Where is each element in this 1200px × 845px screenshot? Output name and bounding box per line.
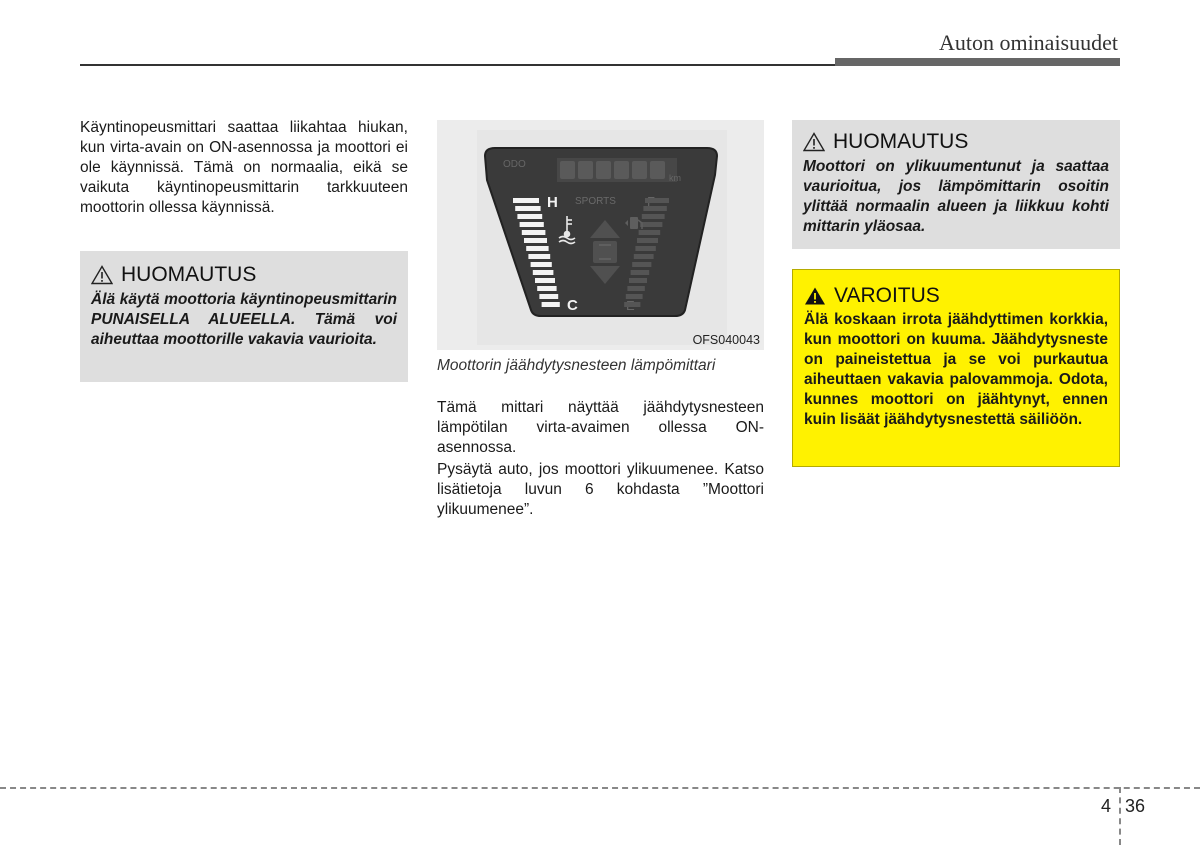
temperature-bar-segment — [533, 270, 554, 275]
fuel-bar-segment — [639, 230, 661, 235]
temperature-bar-segment — [531, 262, 552, 267]
temperature-bar-segment — [513, 198, 539, 203]
cold-label: C — [567, 297, 578, 314]
notice-heading-label: HUOMAUTUS — [121, 263, 257, 286]
fuel-bar-segment — [627, 286, 644, 291]
temperature-bar-segment — [528, 254, 550, 259]
fuel-bar-segment — [626, 294, 643, 299]
warning-heading — [804, 284, 1108, 308]
fuel-bar-segment — [632, 262, 651, 267]
fuel-bar-segment — [634, 254, 654, 259]
notice-body: Älä käytä moottoria käyntinopeusmittarin PUNAISELLA ALUEELLA. Tämä voi aiheuttaa moottorille vakavia vaurioita. — [91, 291, 397, 348]
temperature-bar-segment — [524, 238, 547, 243]
notice-body: Moottori on ylikuumentunut ja saattaa vaurioitua, jos lämpömittarin osoitin ylittää normaalin alueen ja liikkuu kohti mittarin yläosaa. — [803, 158, 1109, 235]
header-bar — [835, 58, 1120, 66]
chapter-number: 4 — [1101, 796, 1112, 816]
fuel-bar-segment — [624, 302, 640, 307]
warning-triangle-icon — [804, 286, 826, 306]
temperature-bar-segment — [526, 246, 548, 251]
warning-triangle-icon — [803, 132, 825, 152]
fuel-bar-segment — [635, 246, 655, 251]
notice-heading — [91, 263, 397, 287]
notice-heading — [803, 130, 1109, 154]
fuel-bar-segment — [645, 198, 669, 203]
figure-caption: Moottorin jäähdytysnesteen lämpömittari — [437, 357, 716, 374]
temperature-bar-segment — [517, 214, 542, 219]
temperature-bar-segment — [522, 230, 546, 235]
temperature-bar-segment — [515, 206, 540, 211]
sports-label: SPORTS — [575, 196, 616, 207]
fuel-bar-segment — [637, 238, 658, 243]
paragraph: Pysäytä auto, jos moottori ylikuumenee. Katso lisätietoja luvun 6 kohdasta ”Moottori ylikuumenee”. — [437, 461, 764, 518]
gauge-description — [437, 398, 764, 520]
temperature-bar-segment — [539, 294, 558, 299]
temperature-bar-segment — [535, 278, 555, 283]
temperature-bar-segment — [537, 286, 556, 291]
warning-body: Älä koskaan irrota jäähdyttimen korkkia, kun moottori on kuuma. Jäähdytysneste on paineistettua ja se voi purkautua aiheuttaen vakavia palovammoja. Odota, kunnes moottori on jäähtynyt, ennen kuin lisäät jäähdytysnestettä säiliöön. — [804, 311, 1108, 428]
footer-divider — [1119, 787, 1121, 845]
km-label: km — [669, 173, 681, 183]
figure-code: OFS040043 — [692, 333, 760, 347]
page-header-title: Auton ominaisuudet — [938, 30, 1118, 55]
tachometer-text: Käyntinopeusmittari saattaa liikahtaa hiukan, kun virta-avain on ON-asennossa ja moottori ei ole käynnissä. Tämä on normaalia, eikä se vaikuta käyntinopeusmittarin tarkkuuteen moottorin ollessa käynnissä. — [80, 119, 408, 216]
hot-label: H — [547, 194, 558, 211]
notice-box-tachometer — [80, 251, 408, 382]
page-number: 36 — [1125, 796, 1146, 816]
warning-triangle-icon — [91, 265, 113, 285]
fuel-bar-segment — [640, 222, 662, 227]
notice-heading-label: HUOMAUTUS — [833, 130, 969, 153]
temperature-bar-segment — [542, 302, 560, 307]
temperature-bar-segment — [520, 222, 544, 227]
notice-box-overheat — [792, 120, 1120, 249]
warning-heading-label: VAROITUS — [834, 284, 940, 307]
fuel-bar-segment — [631, 270, 650, 275]
paragraph: Tämä mittari näyttää jäähdytysnesteen lämpötilan virta-avaimen ollessa ON-asennossa. — [437, 399, 764, 456]
fuel-bar-segment — [642, 214, 665, 219]
coolant-gauge-figure — [437, 120, 764, 350]
fuel-bar-segment — [629, 278, 647, 283]
footer-rule — [0, 787, 1200, 789]
odo-label: ODO — [503, 159, 526, 170]
fuel-bar-segment — [643, 206, 666, 211]
header-rule — [80, 64, 835, 66]
warning-box-radiator — [792, 269, 1120, 467]
coolant-gauge-illustration — [437, 120, 764, 350]
